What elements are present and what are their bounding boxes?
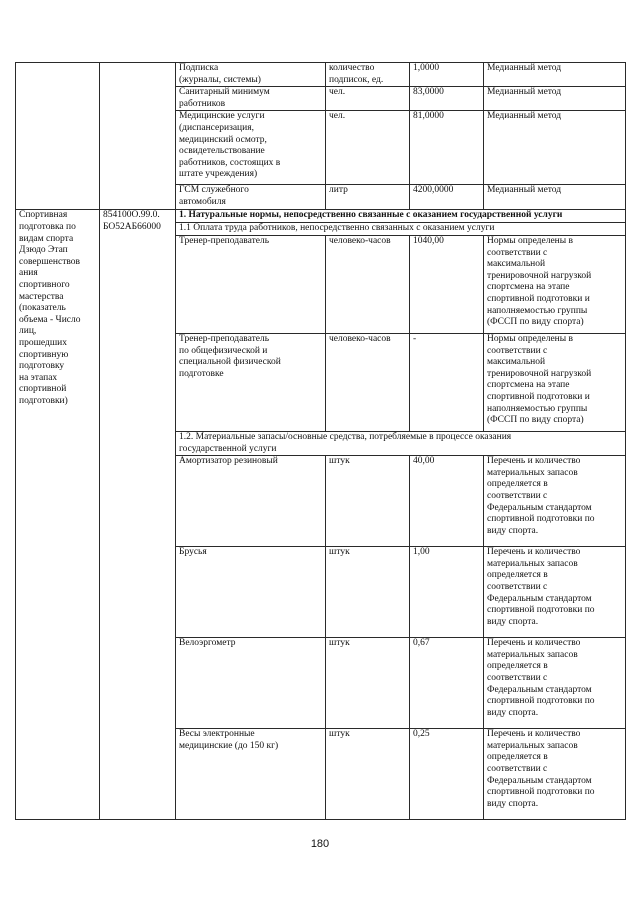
norm-method: Перечень и количество материальных запасов определяется в соответствии с Федеральным стандартом спортивной подготовки по виду спорта. (484, 456, 626, 547)
norm-name: Тренер-преподаватель (176, 235, 326, 333)
norm-unit: штук (326, 638, 410, 729)
norm-value: 81,0000 (410, 111, 484, 185)
norm-unit: литр (326, 185, 410, 210)
norm-method: Медианный метод (484, 63, 626, 87)
norm-value: 1040,00 (410, 235, 484, 333)
norm-unit: чел. (326, 87, 410, 111)
empty-code-cell (100, 63, 176, 210)
norm-name: Брусья (176, 547, 326, 638)
norm-name: Медицинские услуги (диспансеризация, медицинский осмотр, освидетельствование работников, состоящих в штате учреждения) (176, 111, 326, 185)
norm-method: Перечень и количество материальных запасов определяется в соответствии с Федеральным стандартом спортивной подготовки по виду спорта. (484, 638, 626, 729)
norm-name: Весы электронные медицинские (до 150 кг) (176, 729, 326, 820)
norm-unit: штук (326, 729, 410, 820)
norm-name: Амортизатор резиновый (176, 456, 326, 547)
table-row (16, 63, 626, 87)
norm-method: Перечень и количество материальных запасов определяется в соответствии с Федеральным стандартом спортивной подготовки по виду спорта. (484, 729, 626, 820)
norm-value: - (410, 333, 484, 431)
norm-value: 4200,0000 (410, 185, 484, 210)
norm-method: Медианный метод (484, 87, 626, 111)
page-number: 180 (310, 838, 330, 850)
norms-table (15, 62, 626, 820)
norm-name: Подписка (журналы, системы) (176, 63, 326, 87)
norm-unit: штук (326, 547, 410, 638)
norm-name: ГСМ служебного автомобиля (176, 185, 326, 210)
norm-method: Нормы определены в соответствии с максимальной тренировочной нагрузкой спортсмена на этапе спортивной подготовки и наполняемостью группы (ФССП по виду спорта) (484, 235, 626, 333)
norm-value: 40,00 (410, 456, 484, 547)
norm-unit: чел. (326, 111, 410, 185)
section-1-title: 1. Натуральные нормы, непосредственно связанные с оказанием государственной услуги (176, 210, 626, 223)
service-code: 854100О.99.0. БО52АБ66000 (100, 210, 176, 820)
norm-value: 83,0000 (410, 87, 484, 111)
norm-value: 1,00 (410, 547, 484, 638)
norm-name: Тренер-преподаватель по общефизической и специальной физической подготовке (176, 333, 326, 431)
norm-value: 1,0000 (410, 63, 484, 87)
table-row (16, 210, 626, 223)
norm-unit: человеко-часов (326, 333, 410, 431)
norm-method: Медианный метод (484, 185, 626, 210)
norm-value: 0,67 (410, 638, 484, 729)
norm-method: Перечень и количество материальных запасов определяется в соответствии с Федеральным стандартом спортивной подготовки по виду спорта. (484, 547, 626, 638)
empty-service-cell (16, 63, 100, 210)
norm-unit: количество подписок, ед. (326, 63, 410, 87)
norm-unit: штук (326, 456, 410, 547)
section-1-1-title: 1.1 Оплата труда работников, непосредственно связанных с оказанием услуги (176, 223, 626, 236)
norm-name: Велоэргометр (176, 638, 326, 729)
norm-method: Медианный метод (484, 111, 626, 185)
norm-method: Нормы определены в соответствии с максимальной тренировочной нагрузкой спортсмена на этапе спортивной подготовки и наполняемостью группы (ФССП по виду спорта) (484, 333, 626, 431)
norm-unit: человеко-часов (326, 235, 410, 333)
service-name: Спортивная подготовка по видам спорта Дзюдо Этап совершенствов ания спортивного мастерства (показатель объема - Число лиц, прошедших спортивную подготовку на этапах спортивной подготовки) (16, 210, 100, 820)
norm-name: Санитарный минимум работников (176, 87, 326, 111)
norm-value: 0,25 (410, 729, 484, 820)
section-1-2-title: 1.2. Материальные запасы/основные средства, потребляемые в процессе оказания государственной услуги (176, 431, 626, 455)
